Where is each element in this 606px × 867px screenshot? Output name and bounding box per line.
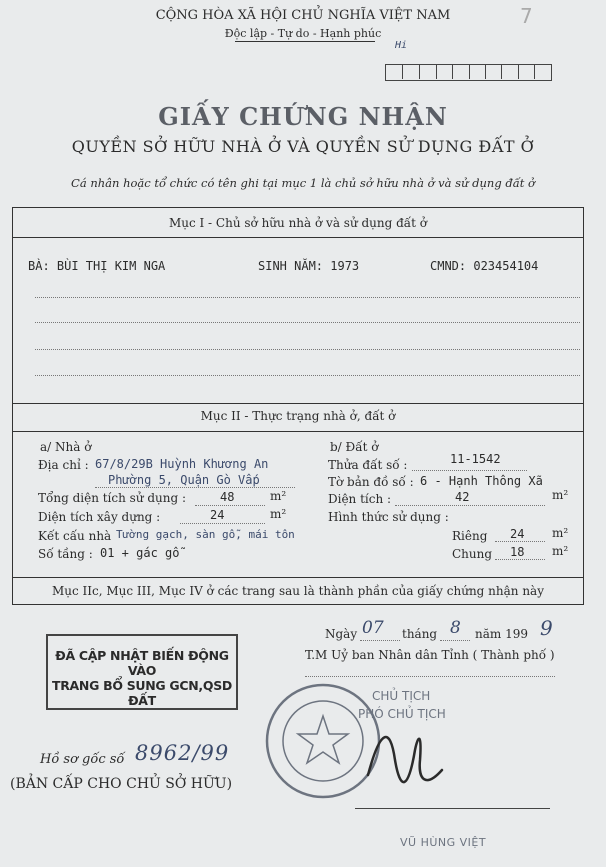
built-area-value: 24 (210, 508, 225, 522)
total-area-label: Tổng diện tích sử dụng : (38, 491, 187, 505)
shared-value: 18 (510, 545, 525, 559)
map-sheet-label: Tờ bản đồ số : (328, 475, 414, 489)
footer-note: Mục IIc, Mục III, Mục IV ở các trang sau là thành phần của giấy chứng nhận này (52, 584, 544, 598)
intro-text: Cá nhân hoặc tổ chức có tên ghi tại mục 1 là chủ sở hữu nhà ở và sử dụng đất ở (71, 176, 535, 190)
address-label: Địa chỉ : (38, 458, 89, 472)
structure-label: Kết cấu nhà (38, 529, 112, 543)
map-sheet-value: 6 - Hạnh Thông Xã (420, 474, 543, 488)
parcel-value: 11-1542 (450, 452, 501, 466)
shared-label: Chung (452, 547, 493, 561)
date-year-digit: 9 (540, 616, 553, 640)
land-area-unit: m² (552, 488, 569, 502)
update-stamp-line2: TRANG BỔ SUNG GCN,QSD ĐẤT (52, 678, 232, 708)
built-area-unit: m² (270, 507, 287, 521)
update-stamp-box (46, 634, 238, 710)
copy-note: (BẢN CẤP CHO CHỦ SỞ HỮU) (10, 776, 233, 792)
date-day: 07 (362, 618, 384, 638)
document-subtitle: QUYỀN SỞ HỮU NHÀ Ở VÀ QUYỀN SỬ DỤNG ĐẤT Ở (71, 137, 535, 156)
land-label: b/ Đất ở (330, 440, 379, 454)
address-line1: 67/8/29B Huỳnh Khương An (95, 457, 269, 471)
mark-under-motto: Hi (395, 40, 408, 51)
serial-number-boxes (385, 64, 552, 81)
private-unit: m² (552, 526, 569, 540)
built-area-label: Diện tích xây dựng : (38, 510, 161, 524)
owner-name: BÀ: BÙI THỊ KIM NGA (28, 259, 166, 273)
shared-unit: m² (552, 544, 569, 558)
document-title: GIẤY CHỨNG NHẬN (158, 102, 448, 131)
house-label: a/ Nhà ở (40, 440, 92, 454)
section2-heading: Mục II - Thực trạng nhà ở, đất ở (200, 409, 396, 423)
motto-underline (235, 41, 375, 42)
date-day-label: Ngày (325, 627, 358, 641)
corner-mark: 7 (520, 4, 533, 28)
section1-heading: Mục I - Chủ sở hữu nhà ở và sử dụng đất ở (168, 216, 428, 230)
record-number-label: Hồ sơ gốc số (40, 752, 125, 767)
date-year-label: năm 199 (475, 627, 528, 641)
address-line2: Phường 5, Quận Gò Vấp (108, 473, 260, 487)
total-area-unit: m² (270, 489, 287, 503)
date-month: 8 (450, 618, 461, 638)
owner-birth-year: SINH NĂM: 1973 (258, 259, 360, 273)
land-area-value: 42 (455, 490, 470, 504)
signer-title-vice-chairman: PHÓ CHỦ TỊCH (358, 707, 446, 721)
motto: Độc lập - Tự do - Hạnh phúc (224, 27, 382, 40)
land-area-label: Diện tích : (328, 492, 392, 506)
signature-icon (360, 720, 450, 800)
signer-title-chairman: CHỦ TỊCH (372, 689, 431, 703)
usage-form-label: Hình thức sử dụng : (328, 510, 449, 524)
floors-label: Số tầng : (38, 547, 93, 561)
private-label: Riêng (452, 529, 488, 543)
total-area-value: 48 (220, 490, 235, 504)
structure-value: Tường gạch, sàn gỗ, mái tôn (116, 528, 295, 541)
owner-id-card: CMND: 023454104 (430, 259, 539, 273)
update-stamp-line1: ĐÃ CẬP NHẬT BIẾN ĐỘNG VÀO (55, 648, 229, 678)
signer-name: VŨ HÙNG VIỆT (400, 836, 487, 849)
country-name: CỘNG HÒA XÃ HỘI CHỦ NGHĨA VIỆT NAM (155, 8, 451, 23)
date-month-label: tháng (402, 627, 438, 641)
parcel-label: Thửa đất số : (328, 458, 408, 472)
record-number-value: 8962/99 (135, 741, 230, 765)
committee-name: T.M Uỷ ban Nhân dân Tỉnh ( Thành phố ) (305, 648, 555, 662)
floors-value: 01 + gác gỗ (100, 546, 180, 560)
private-value: 24 (510, 527, 525, 541)
